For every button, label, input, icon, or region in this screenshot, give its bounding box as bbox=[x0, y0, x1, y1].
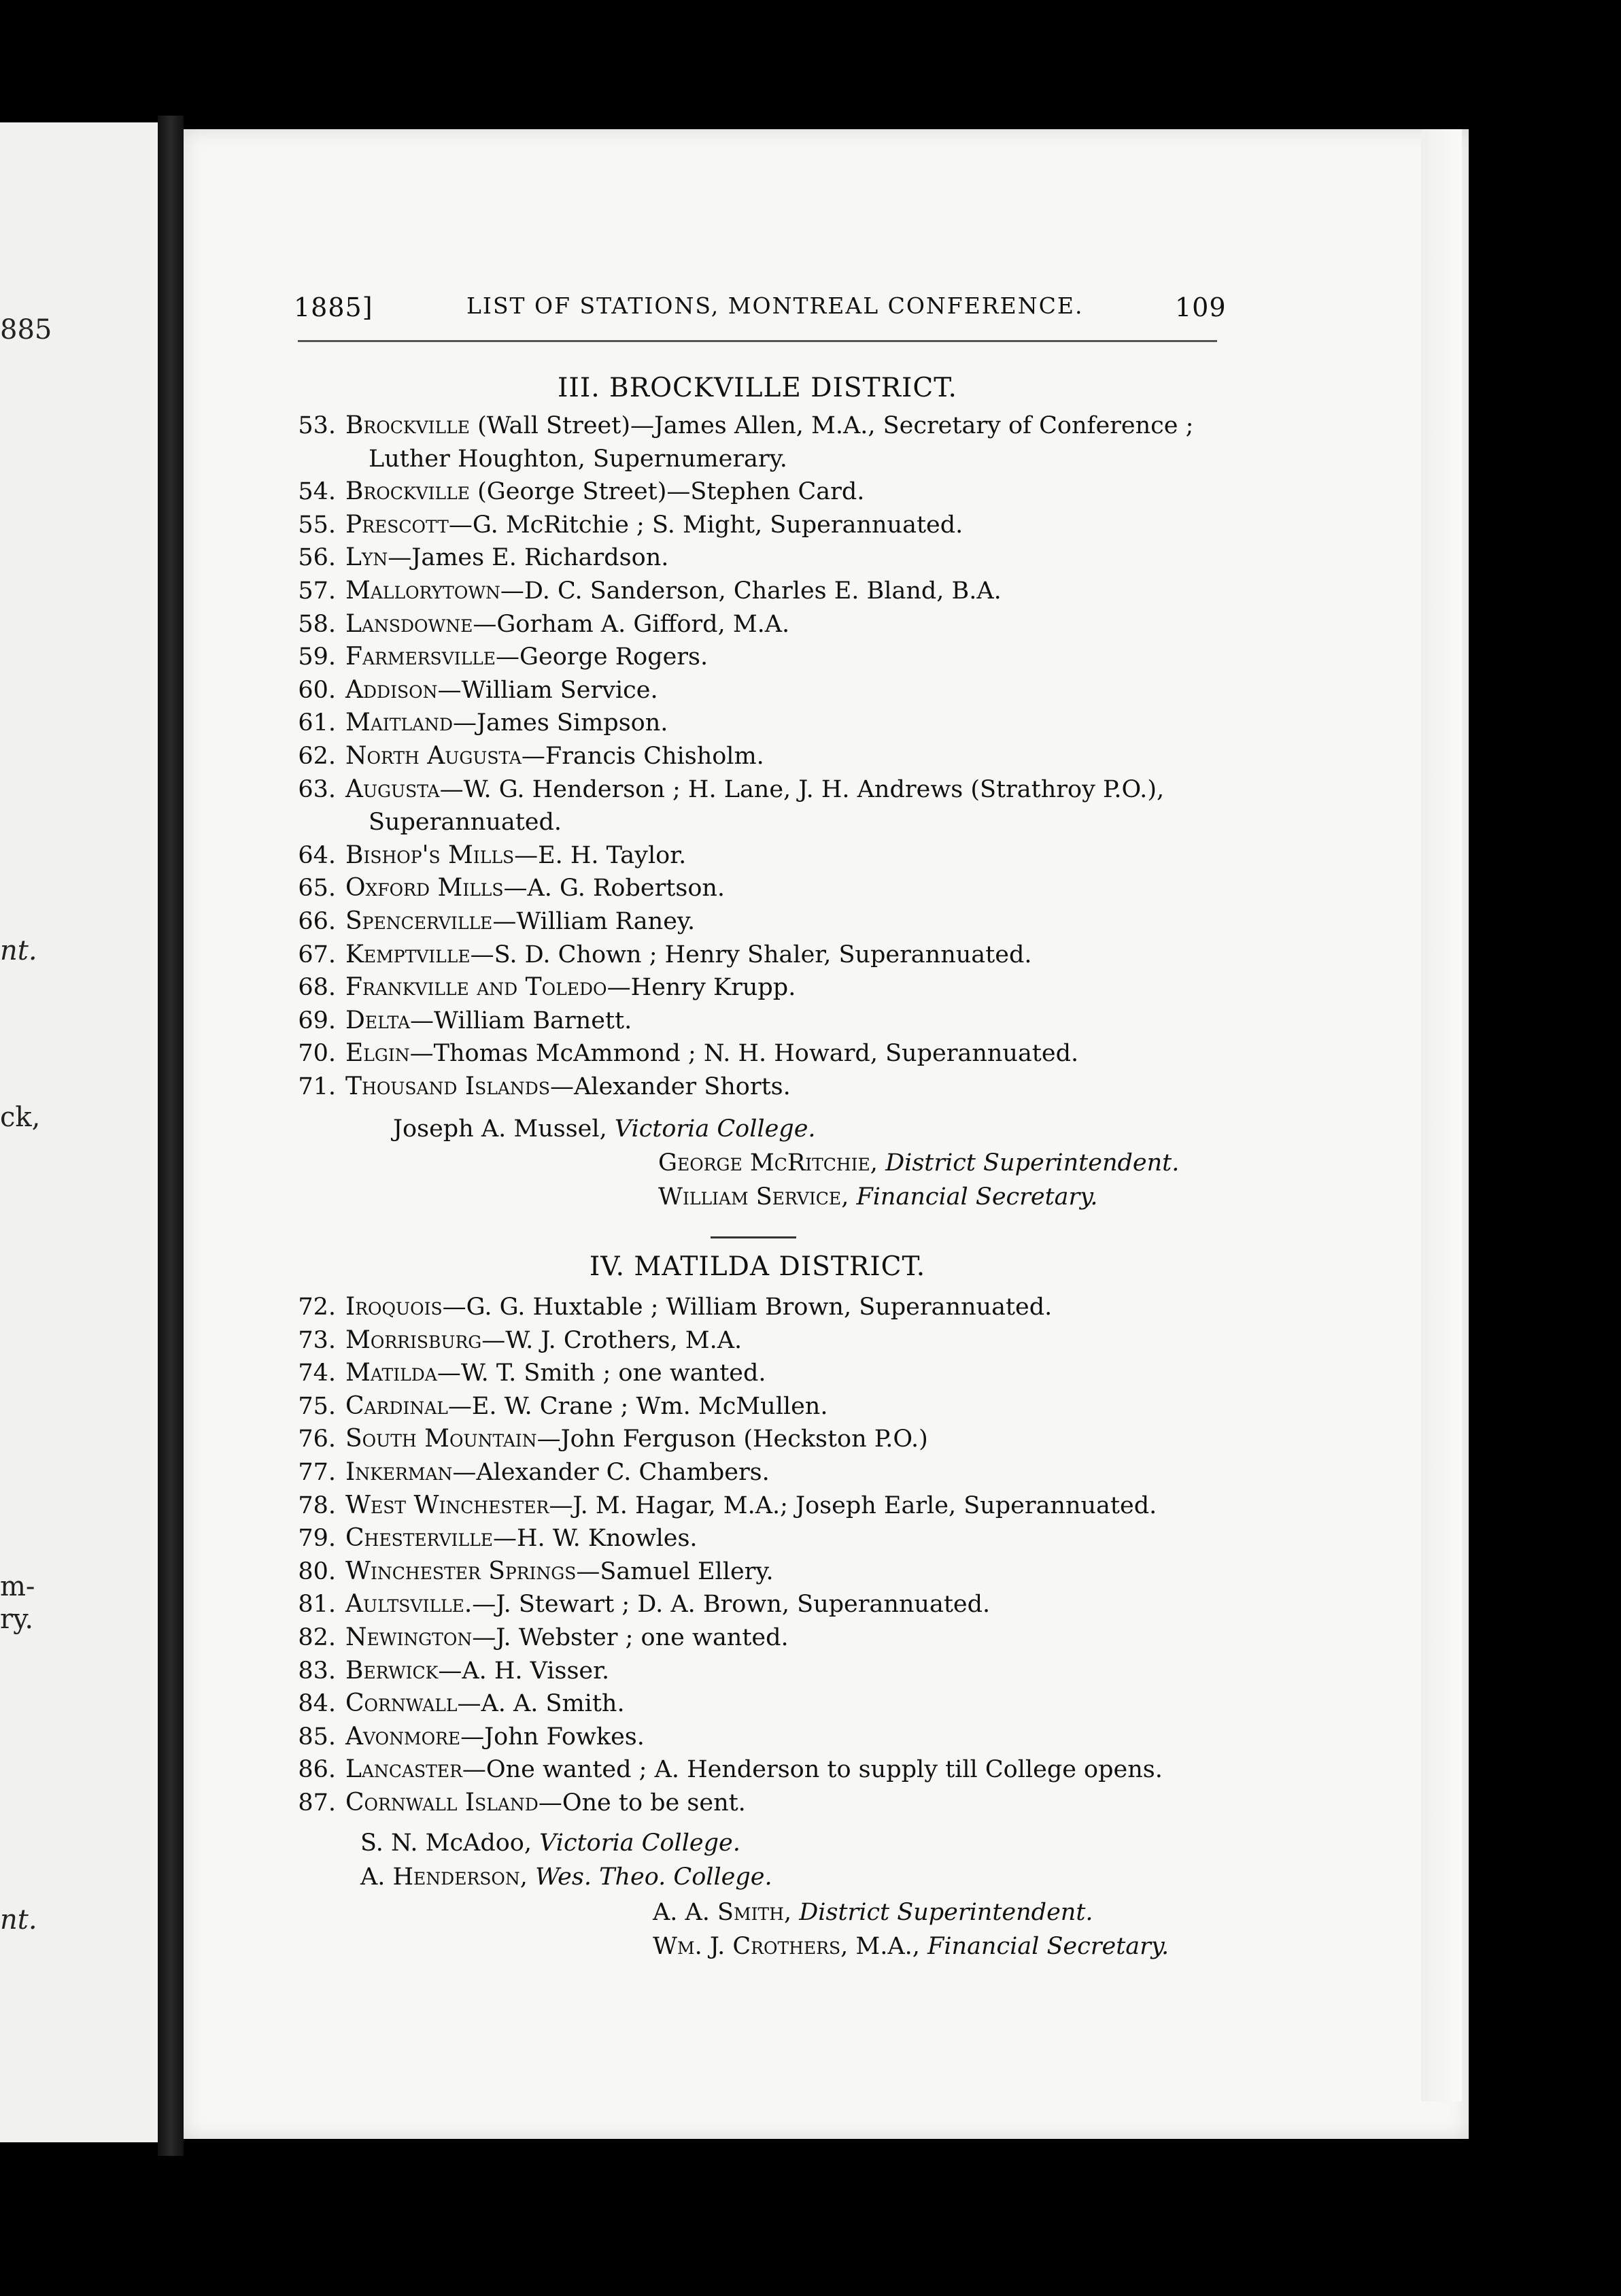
entry-text: —John Ferguson (Heckston P.O.) bbox=[536, 1425, 928, 1453]
station-entry bbox=[287, 1655, 1239, 1688]
station-entry bbox=[287, 707, 1239, 740]
station-entry bbox=[287, 575, 1239, 608]
entry-number: 54. bbox=[298, 478, 336, 506]
entry-text: —William Raney. bbox=[492, 907, 696, 935]
entry-number: 60. bbox=[298, 676, 336, 704]
running-header-year: 1885] bbox=[294, 292, 373, 322]
district-title-matilda: IV. MATILDA DISTRICT. bbox=[589, 1251, 926, 1282]
facing-page-fragment: 885 bbox=[0, 314, 52, 345]
entry-text: —S. D. Chown ; Henry Shaler, Superannuated. bbox=[470, 941, 1032, 968]
station-entry bbox=[287, 1423, 1239, 1456]
station-name: Prescott bbox=[345, 510, 449, 539]
entry-text: —One to be sent. bbox=[538, 1789, 746, 1817]
station-name: Frankville and Toledo bbox=[345, 973, 607, 1002]
entry-number: 62. bbox=[298, 742, 336, 770]
entry-number: 80. bbox=[298, 1557, 336, 1585]
station-entry bbox=[287, 1522, 1239, 1555]
entry-number: 78. bbox=[298, 1491, 336, 1519]
entry-number: 85. bbox=[298, 1723, 336, 1751]
entry-text: —James E. Richardson. bbox=[388, 544, 669, 572]
station-entry bbox=[287, 740, 1239, 773]
district-superintendent: A. A. Smith, District Superintendent. bbox=[653, 1899, 1093, 1926]
entry-text: —W. T. Smith ; one wanted. bbox=[437, 1360, 766, 1387]
station-entry bbox=[287, 1489, 1239, 1523]
entry-text: (George Street)—Stephen Card. bbox=[469, 478, 865, 506]
station-name: Farmersville bbox=[345, 643, 496, 671]
entry-continuation: Luther Houghton, Supernumerary. bbox=[369, 445, 787, 473]
entry-number: 57. bbox=[298, 577, 336, 605]
entry-text: (Wall Street)—James Allen, M.A., Secretary of Conference ; bbox=[469, 412, 1194, 439]
section-divider bbox=[711, 1236, 796, 1238]
station-entry bbox=[287, 1004, 1239, 1038]
entry-text: —Samuel Ellery. bbox=[576, 1557, 774, 1585]
entry-number: 67. bbox=[298, 941, 336, 968]
entry-text: —James Simpson. bbox=[453, 709, 668, 737]
entry-text: —D. C. Sanderson, Charles E. Bland, B.A. bbox=[500, 577, 1002, 605]
entry-text: —Alexander C. Chambers. bbox=[452, 1458, 770, 1486]
entry-number: 55. bbox=[298, 511, 336, 539]
entry-number: 87. bbox=[298, 1789, 336, 1817]
entry-text: —J. Webster ; one wanted. bbox=[472, 1623, 789, 1651]
station-name: Oxford Mills bbox=[345, 874, 504, 902]
header-rule bbox=[298, 340, 1217, 342]
college-note: A. Henderson, Wes. Theo. College. bbox=[360, 1863, 772, 1891]
running-header-title: LIST OF STATIONS, MONTREAL CONFERENCE. bbox=[466, 292, 1084, 319]
entry-text: —A. A. Smith. bbox=[457, 1690, 625, 1718]
entry-number: 69. bbox=[298, 1007, 336, 1034]
entry-continuation: Superannuated. bbox=[369, 809, 562, 837]
entry-number: 66. bbox=[298, 907, 336, 935]
station-entry bbox=[287, 1787, 1239, 1820]
station-name: Addison bbox=[345, 675, 438, 704]
entry-number: 70. bbox=[298, 1040, 336, 1068]
station-name: Kemptville bbox=[345, 940, 471, 968]
station-entry bbox=[287, 541, 1239, 575]
station-name: Brockville bbox=[345, 477, 470, 506]
entry-number: 75. bbox=[298, 1392, 336, 1420]
entry-text: —E. W. Crane ; Wm. McMullen. bbox=[447, 1392, 828, 1420]
station-entry bbox=[287, 839, 1239, 873]
financial-secretary: William Service, Financial Secretary. bbox=[658, 1183, 1098, 1211]
college-note: Joseph A. Mussel, Victoria College. bbox=[393, 1115, 816, 1143]
page-number: 109 bbox=[1175, 292, 1227, 322]
station-name: Berwick bbox=[345, 1656, 439, 1685]
entry-text: —Henry Krupp. bbox=[607, 974, 796, 1002]
entry-text: —E. H. Taylor. bbox=[514, 841, 687, 869]
facing-page-fragment: nt. bbox=[0, 1904, 37, 1936]
station-entry bbox=[287, 509, 1239, 542]
station-name: Lansdowne bbox=[345, 609, 473, 638]
book-gutter bbox=[158, 116, 184, 2156]
entry-text: —Thomas McAmmond ; N. H. Howard, Superannuated. bbox=[409, 1040, 1079, 1068]
facing-page-fragment: m- bbox=[0, 1571, 35, 1602]
facing-page bbox=[0, 122, 158, 2142]
entry-number: 72. bbox=[298, 1294, 336, 1321]
entry-text: —A. G. Robertson. bbox=[503, 875, 726, 902]
station-entry bbox=[287, 1721, 1239, 1754]
station-name: Elgin bbox=[345, 1039, 410, 1068]
station-name: Winchester Springs bbox=[345, 1557, 577, 1585]
station-name: Chesterville bbox=[345, 1524, 493, 1553]
station-entry bbox=[287, 1621, 1239, 1655]
station-list-matilda bbox=[287, 1291, 1239, 1820]
station-name: Delta bbox=[345, 1006, 411, 1034]
station-entry bbox=[287, 905, 1239, 939]
station-entry bbox=[287, 773, 1239, 807]
entry-number: 61. bbox=[298, 709, 336, 737]
entry-number: 59. bbox=[298, 643, 336, 671]
station-name: Spencerville bbox=[345, 907, 493, 935]
entry-text: —A. H. Visser. bbox=[438, 1657, 610, 1685]
station-entry bbox=[287, 1555, 1239, 1589]
entry-number: 83. bbox=[298, 1657, 336, 1685]
station-name: Aultsville. bbox=[345, 1590, 473, 1619]
station-name: North Augusta bbox=[345, 741, 522, 770]
facing-page-fragment: ck, bbox=[0, 1102, 41, 1133]
station-name: Morrisburg bbox=[345, 1326, 482, 1354]
station-entry bbox=[287, 1390, 1239, 1423]
station-name: Augusta bbox=[345, 775, 440, 803]
entry-number: 76. bbox=[298, 1425, 336, 1453]
station-name: Inkerman bbox=[345, 1457, 453, 1486]
station-entry bbox=[287, 1456, 1239, 1489]
station-name: Cornwall Island bbox=[345, 1788, 539, 1817]
entry-number: 65. bbox=[298, 875, 336, 902]
station-entry bbox=[287, 608, 1239, 641]
entry-text: —G. G. Huxtable ; William Brown, Superannuated. bbox=[442, 1294, 1053, 1321]
station-name: Newington bbox=[345, 1623, 473, 1651]
entry-text: —W. J. Crothers, M.A. bbox=[481, 1326, 743, 1354]
station-entry bbox=[287, 1357, 1239, 1390]
entry-number: 58. bbox=[298, 610, 336, 638]
entry-text: —George Rogers. bbox=[496, 643, 709, 671]
facing-page-fragment: ry. bbox=[0, 1604, 34, 1635]
station-entry bbox=[287, 674, 1239, 707]
entry-number: 71. bbox=[298, 1073, 336, 1100]
station-list-brockville bbox=[287, 409, 1239, 1103]
station-name: Matilda bbox=[345, 1359, 437, 1387]
station-name: Avonmore bbox=[345, 1722, 461, 1751]
entry-number: 81. bbox=[298, 1591, 336, 1619]
station-entry bbox=[287, 1037, 1239, 1070]
station-entry bbox=[287, 409, 1239, 443]
entry-number: 73. bbox=[298, 1326, 336, 1354]
station-entry bbox=[287, 1291, 1239, 1324]
entry-number: 56. bbox=[298, 544, 336, 572]
district-title-brockville: III. BROCKVILLE DISTRICT. bbox=[558, 373, 957, 403]
entry-number: 79. bbox=[298, 1525, 336, 1553]
entry-text: —John Fowkes. bbox=[460, 1723, 645, 1751]
entry-text: —Francis Chisholm. bbox=[521, 742, 764, 770]
entry-number: 84. bbox=[298, 1690, 336, 1718]
station-name: Maitland bbox=[345, 709, 454, 737]
district-superintendent: George McRitchie, District Superintendent. bbox=[658, 1149, 1180, 1177]
facing-page-fragment: nt. bbox=[0, 935, 37, 966]
entry-number: 64. bbox=[298, 841, 336, 869]
station-name: Cornwall bbox=[345, 1689, 458, 1718]
entry-text: —W. G. Henderson ; H. Lane, J. H. Andrews (Strathroy P.O.), bbox=[439, 775, 1165, 803]
station-name: Lancaster bbox=[345, 1755, 462, 1784]
entry-number: 53. bbox=[298, 412, 336, 439]
entry-number: 74. bbox=[298, 1360, 336, 1387]
page-edge bbox=[1421, 129, 1462, 2101]
entry-number: 68. bbox=[298, 974, 336, 1002]
entry-text: —William Barnett. bbox=[410, 1007, 632, 1034]
college-note: S. N. McAdoo, Victoria College. bbox=[360, 1829, 740, 1857]
station-entry bbox=[287, 1070, 1239, 1104]
entry-number: 82. bbox=[298, 1623, 336, 1651]
station-entry bbox=[287, 1588, 1239, 1621]
station-entry bbox=[287, 641, 1239, 674]
entry-text: —Gorham A. Gifford, M.A. bbox=[473, 610, 790, 638]
station-name: West Winchester bbox=[345, 1491, 549, 1519]
entry-text: —One wanted ; A. Henderson to supply till College opens. bbox=[462, 1756, 1163, 1784]
entry-number: 63. bbox=[298, 775, 336, 803]
station-name: Cardinal bbox=[345, 1391, 448, 1420]
station-name: Iroquois bbox=[345, 1293, 443, 1321]
entry-text: —William Service. bbox=[437, 676, 658, 704]
entry-number: 77. bbox=[298, 1458, 336, 1486]
station-entry bbox=[287, 475, 1239, 509]
financial-secretary: Wm. J. Crothers, M.A., Financial Secretary. bbox=[653, 1933, 1170, 1960]
station-entry bbox=[287, 1324, 1239, 1357]
station-entry bbox=[287, 1687, 1239, 1721]
station-entry bbox=[287, 939, 1239, 972]
station-name: South Mountain bbox=[345, 1425, 537, 1453]
station-entry bbox=[287, 971, 1239, 1004]
station-name: Lyn bbox=[345, 543, 388, 572]
entry-text: —Alexander Shorts. bbox=[549, 1073, 791, 1100]
entry-text: —H. W. Knowles. bbox=[492, 1525, 698, 1553]
entry-number: 86. bbox=[298, 1756, 336, 1784]
station-name: Bishop's Mills bbox=[345, 841, 515, 869]
entry-text: —J. M. Hagar, M.A.; Joseph Earle, Superannuated. bbox=[549, 1491, 1157, 1519]
station-name: Mallorytown bbox=[345, 576, 500, 605]
station-entry bbox=[287, 872, 1239, 905]
station-name: Brockville bbox=[345, 411, 470, 439]
entry-text: —G. McRitchie ; S. Might, Superannuated. bbox=[448, 511, 963, 539]
entry-text: —J. Stewart ; D. A. Brown, Superannuated. bbox=[472, 1591, 991, 1619]
station-entry bbox=[287, 1753, 1239, 1787]
station-name: Thousand Islands bbox=[345, 1072, 550, 1100]
